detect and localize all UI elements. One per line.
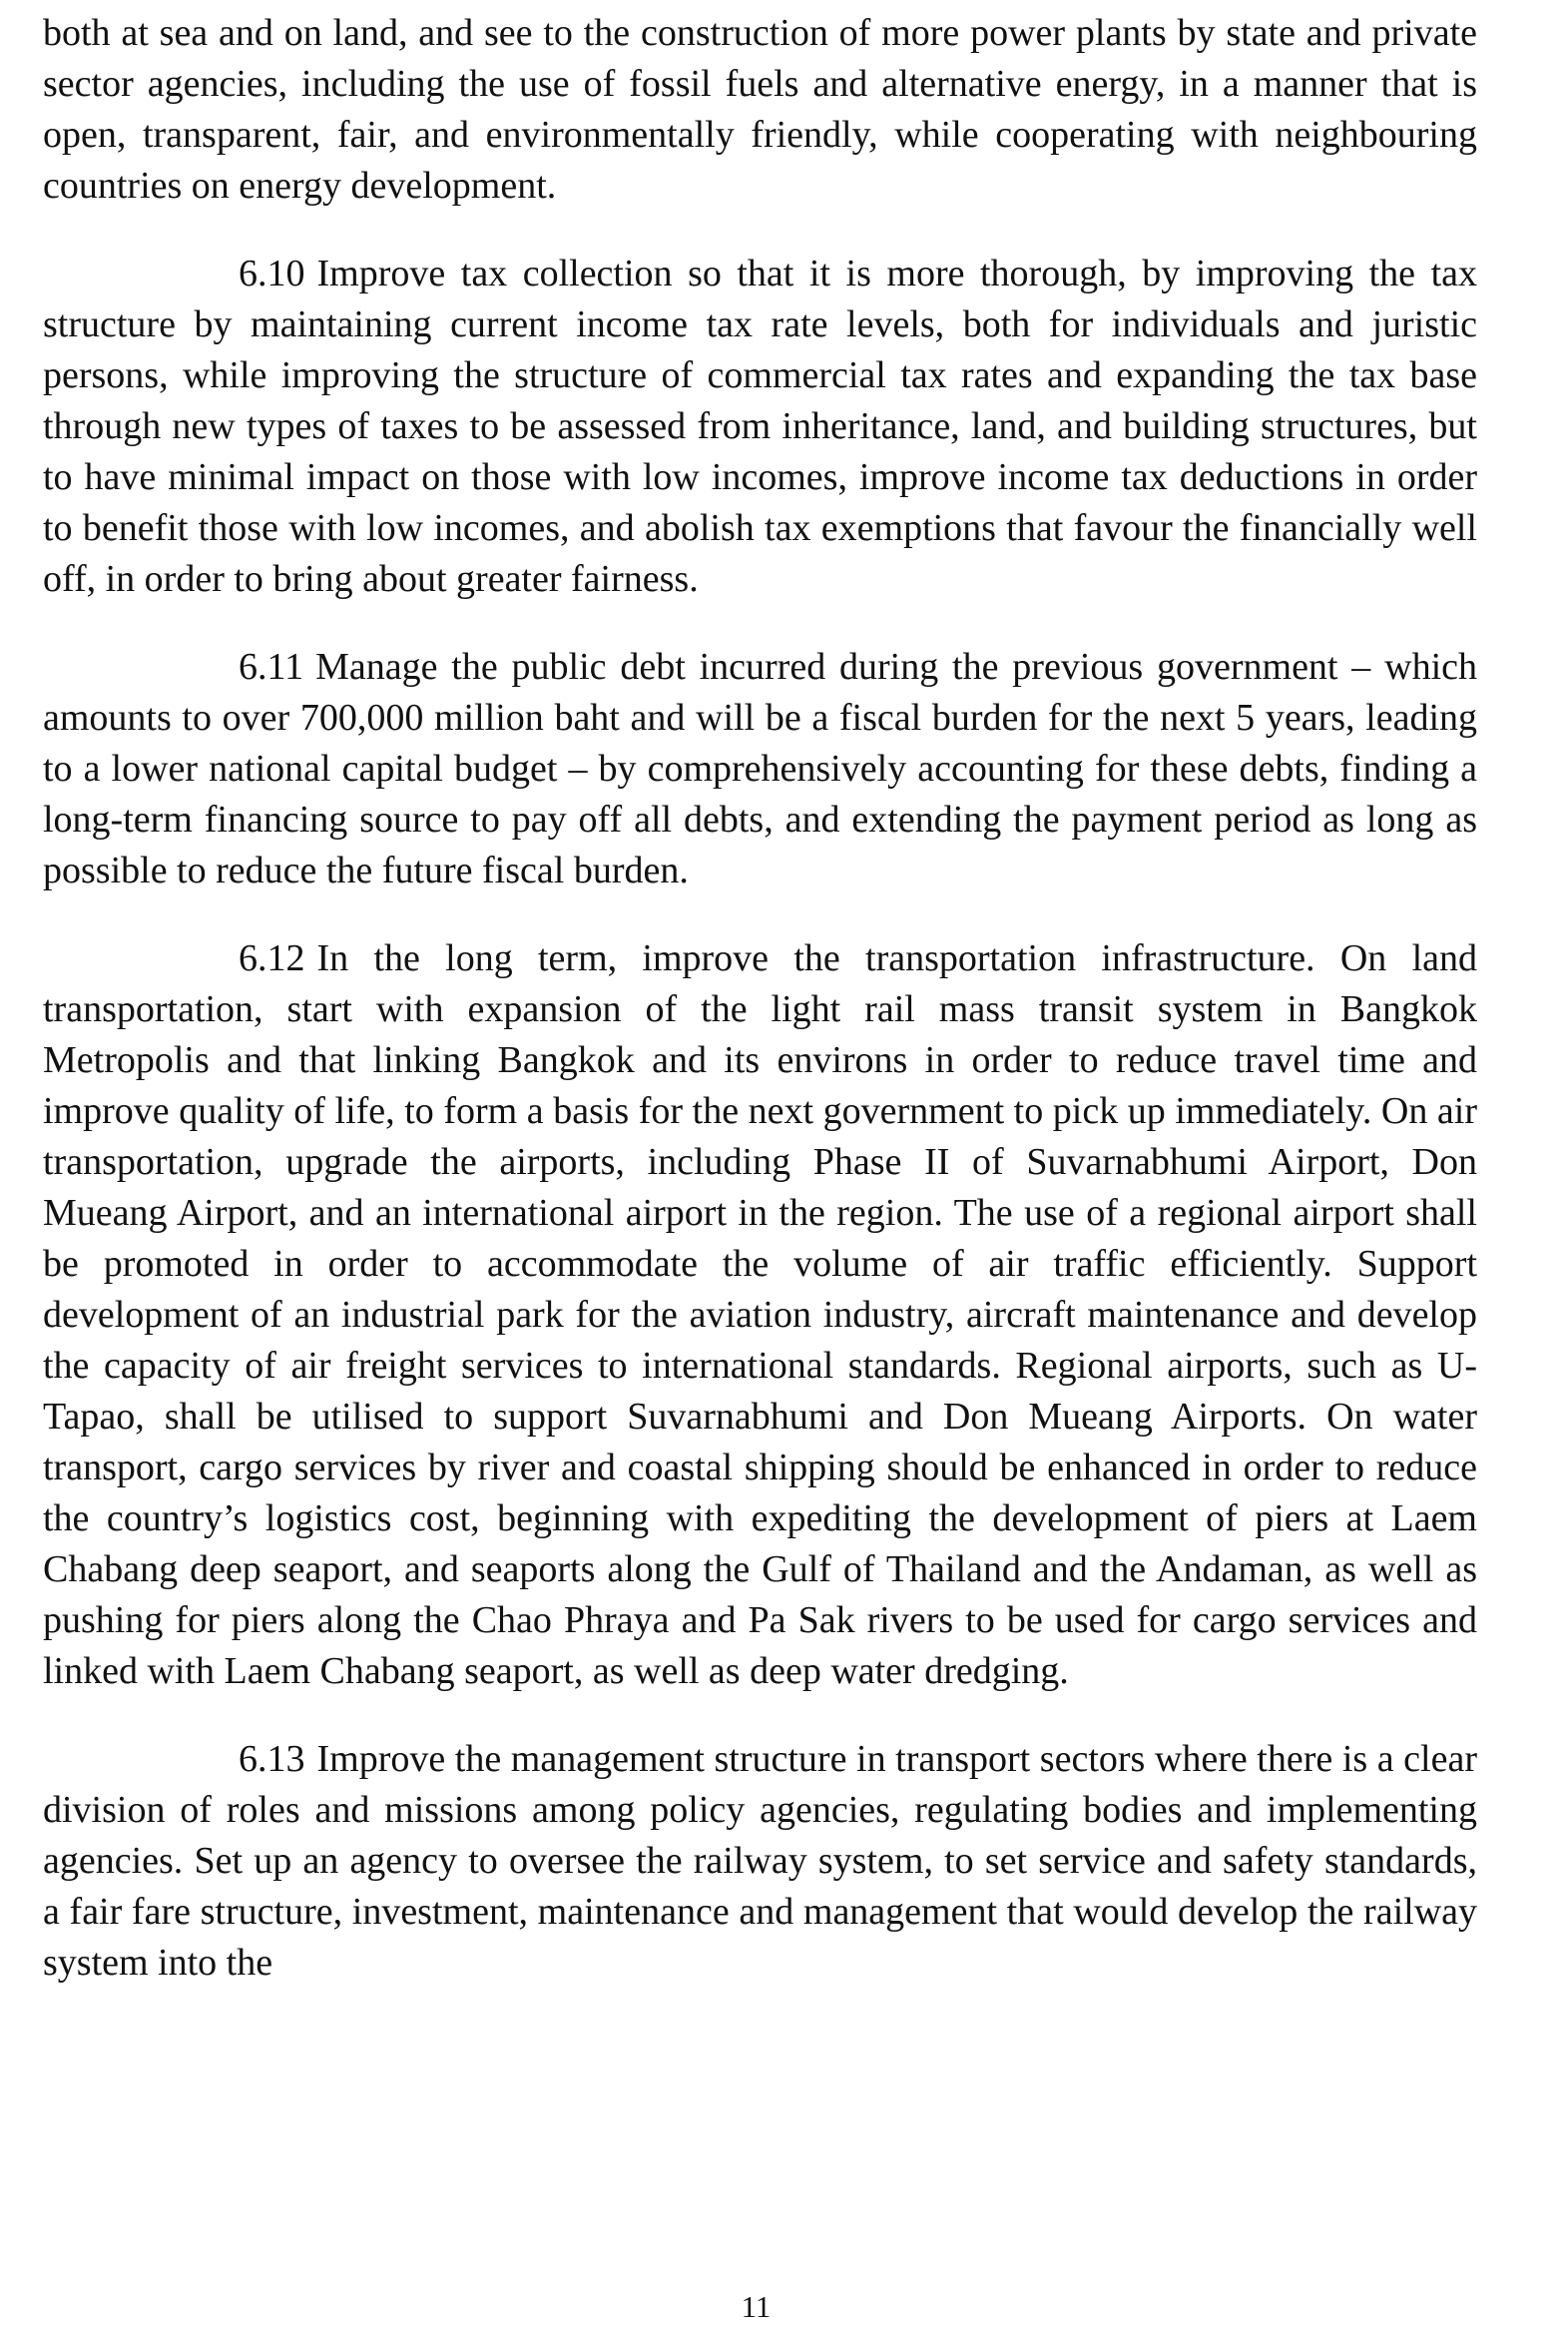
document-page <box>43 8 1477 1989</box>
paragraph-text: In the long term, improve the transportation infrastructure. On land transportation, start with expansion of the light rail mass transit system in Bangkok Metropolis and that linking Bangkok and its environs in order to reduce travel time and improve quality of life, to form a basis for the next government to pick up immediately. On air transportation, upgrade the airports, including Phase II of Suvarnabhumi Airport, Don Mueang Airport, and an international airport in the region. The use of a regional airport shall be promoted in order to accommodate the volume of air traffic efficiently. Support development of an industrial park for the aviation industry, aircraft maintenance and develop the capacity of air freight services to international standards. Regional airports, such as U-Tapao, shall be utilised to support Suvarnabhumi and Don Mueang Airports. On water transport, cargo services by river and coastal shipping should be enhanced in order to reduce the country’s logistics cost, beginning with expediting the development of piers at Laem Chabang deep seaport, and seaports along the Gulf of Thailand and the Andaman, as well as pushing for piers along the Chao Phraya and Pa Sak rivers to be used for cargo services and linked with Laem Chabang seaport, as well as deep water dredging. <box>43 937 1477 1692</box>
paragraph-6-13 <box>43 1734 1477 1989</box>
paragraph-continuation <box>43 8 1477 212</box>
paragraph-number: 6.12 <box>239 937 305 979</box>
page-number: 11 <box>741 2289 772 2324</box>
paragraph-6-12 <box>43 933 1477 1697</box>
paragraph-text: Manage the public debt incurred during the previous government – which amounts to over 700,000 million baht and will be a fiscal burden for the next 5 years, leading to a lower national capital budget – by comprehensively accounting for these debts, finding a long-term financing source to pay off all debts, and extending the payment period as long as possible to reduce the future fiscal burden. <box>43 646 1477 891</box>
paragraph-number: 6.11 <box>239 646 304 688</box>
paragraph-6-11 <box>43 642 1477 896</box>
paragraph-text: Improve tax collection so that it is more thorough, by improving the tax structure by maintaining current income tax rate levels, both for individuals and juristic persons, while improving the structure of commercial tax rates and expanding the tax base through new types of taxes to be assessed from inheritance, land, and building structures, but to have minimal impact on those with low incomes, improve income tax deductions in order to benefit those with low incomes, and abolish tax exemptions that favour the financially well off, in order to bring about greater fairness. <box>43 253 1477 600</box>
paragraph-number: 6.13 <box>239 1738 305 1780</box>
paragraph-text: Improve the management structure in transport sectors where there is a clear division of roles and missions among policy agencies, regulating bodies and implementing agencies. Set up an agency to oversee the railway system, to set service and safety standards, a fair fare structure, investment, maintenance and management that would develop the railway system into the <box>43 1738 1477 1984</box>
paragraph-number: 6.10 <box>239 253 305 294</box>
paragraph-text: both at sea and on land, and see to the construction of more power plants by state and private sector agencies, including the use of fossil fuels and alternative energy, in a manner that is open, transparent, fair, and environmentally friendly, while cooperating with neighbouring countries on energy development. <box>43 12 1477 207</box>
paragraph-6-10 <box>43 249 1477 605</box>
